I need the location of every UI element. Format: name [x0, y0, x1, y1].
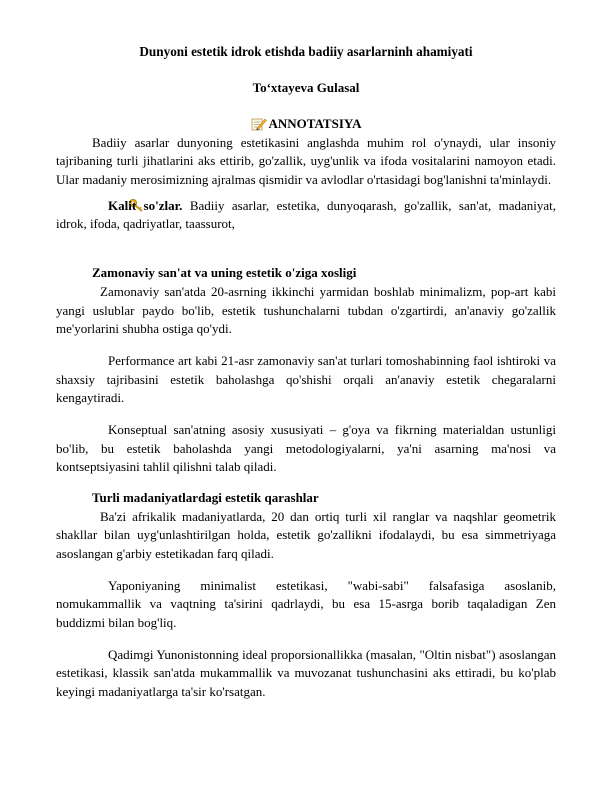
annotation-text: Badiiy asarlar dunyoning estetikasini anglashda muhim rol o'ynaydi, ular insoniy tajribaning turli jihatlarini aks ettirib, go'zallik, uyg'unlik va ifoda vositalarini namoyon etadi. Ular madaniy merosimizning ajralmas qismidir va avlodlar o'rtasidagi bog'lanishni ta'minlaydi. [56, 135, 556, 187]
keywords-text: Badiiy asarlar, estetika, dunyoqarash, go'zallik, san'at, madaniyat, idrok, ifoda, qadriyatlar, taassurot, [56, 197, 556, 232]
section1-paragraph-1: Zamonaviy san'atda 20-asrning ikkinchi yarmidan boshlab minimalizm, pop-art kabi yangi uslublar paydo bo'lib, estetik tushunchalarni tubdan o'zgartirdi, an'anaviy go'zallik me'yorlarini shubha ostiga qo'ydi. [56, 284, 556, 337]
section2-paragraph-1: Ba'zi afrikalik madaniyatlarda, 20 dan ortiq turli xil ranglar va naqshlar geometrik shakllar bilan uyg'unlashtirilgan holda, estetik go'zallikni ifodalaydi, bu esa simmetriyaga asoslangan g'arbiy estetikadan farq qiladi. [56, 509, 556, 561]
keywords-paragraph [56, 197, 556, 234]
memo-pencil-icon [251, 117, 267, 131]
key-icon [92, 198, 108, 212]
section2-paragraph-3: Qadimgi Yunonistonning ideal proporsionallikka (masalan, "Oltin nisbat") asoslangan estetikasi, klassik san'atda mukammallik va muvozanat tushunchasini aks ettiradi, bu ko'plab keyingi madaniyatlarga ta'sir ko'rsatgan. [56, 646, 556, 699]
paper-title: Dunyoni estetik idrok etishda badiiy asarlarninh ahamiyati [139, 44, 473, 59]
author-name: To‘xtayeva Gulasal [252, 80, 360, 95]
section2-paragraph-2: Yaponiyaning minimalist estetikasi, "wabi-sabi" falsafasiga asoslanib, nomukammallik va vaqtning ta'sirini qadrlaydi, bu esa 15-asrga borib taqaladigan Zen buddizmi bilan bog'liq. [56, 578, 556, 630]
section-heading-cultures: Turli madaniyatlardagi estetik qarashlar [92, 490, 319, 506]
keywords-label: Kalit so'zlar. [108, 197, 183, 213]
annotation-heading-text: ANNOTATSIYA [268, 116, 362, 131]
section1-paragraph-2: Performance art kabi 21-asr zamonaviy san'at turlari tomoshabinning faol ishtiroki va shaxsiy tajribasini estetik baholashga qo'shishi orqali an'anaviy estetik chegaralarni kengaytiradi. [56, 353, 556, 405]
annotation-heading [56, 116, 556, 132]
section1-paragraph-3: Konseptual san'atning asosiy xususiyati – g'oya va fikrning materialdan ustunligi bo'lib, bu estetik baholashda yangi metodologiyalarni, ya'ni asarning ma'nosi va kontseptsiyasini tahlil qilishni talab qiladi. [56, 422, 556, 474]
section-heading-modern-art: Zamonaviy san'at va uning estetik o'ziga xosligi [92, 265, 357, 281]
